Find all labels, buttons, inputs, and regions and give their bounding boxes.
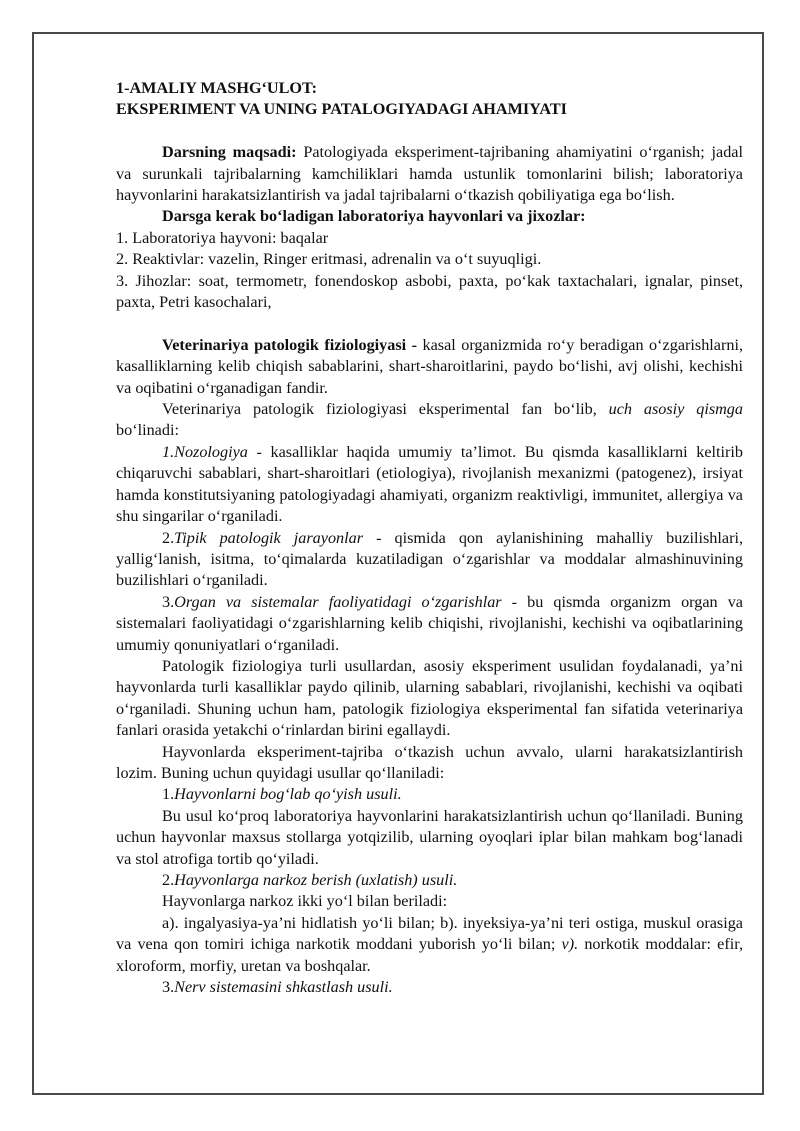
part-2-title: Tipik patologik jarayonlar — [174, 528, 364, 547]
document-title-line2: EKSPERIMENT VA UNING PATALOGIYADAGI AHAMIYATI — [116, 100, 567, 119]
immobilization-paragraph: Hayvonlarda eksperiment-tajriba o‘tkazish uchun avvalo, ularni harakatsizlantirish lozim. Buning uchun quyidagi usullar qo‘llaniladi: — [116, 742, 743, 782]
method-3-heading: 3.Nerv sistemasini shkastlash usuli. — [162, 978, 393, 997]
part-2-paragraph: 2.Tipik patologik jarayonlar - qismida qon aylanishining mahalliy buzilishlari, yallig‘lanish, isitma, to‘qimalarda kuzatiladigan o‘zgarishlar va moddalar almashinuvining buzilishlari o‘rganiladi. — [116, 528, 744, 590]
equipment-item-1: 1. Laboratoriya hayvoni: baqalar — [116, 228, 329, 247]
parts-intro-emphasis: uch asosiy qismga — [608, 400, 743, 419]
document-title-line1: 1-AMALIY MASHG‘ULOT: — [116, 79, 317, 97]
method-1-title: Hayvonlarni bog‘lab qo‘yish usuli. — [174, 785, 402, 804]
part-1-paragraph: 1.Nozologiya - kasalliklar haqida umumiy ta’limot. Bu qismda kasalliklarni keltirib chiqaruvchi sabablari, shart-sharoitlari (etiologiya), rivojlanish mexanizmi (patogenez), irsiyat hamda konstitutsiyaning patologiyadagi ahamiyati, organizm reaktivligi, immunitet, allergiya va shu singarilar o‘rganiladi. — [116, 442, 743, 526]
equipment-item-2: 2. Reaktivlar: vazelin, Ringer eritmasi, adrenalin va o‘t suyuqligi. — [116, 250, 542, 269]
method-2-title: Hayvonlarga narkoz berish (uxlatish) usuli. — [174, 871, 458, 889]
method-3-title: Nerv sistemasini shkastlash usuli. — [174, 978, 393, 997]
equipment-heading: Darsga kerak bo‘ladigan laboratoriya hayvonlari va jixozlar: — [162, 207, 586, 226]
method-2-paragraph: Hayvonlarga narkoz ikki yo‘l bilan beriladi: — [162, 892, 448, 911]
definition-paragraph: Veterinariya patologik fiziologiyasi - kasal organizmida ro‘y beradigan o‘zgarishlarni, kasalliklarning kelib chiqish sabablarini, shart-sharoitlarini, paydo bo‘lishi, avj olishi, kechishi va oqibatini o‘rganadigan fandir. — [116, 335, 743, 397]
methods-paragraph: Patologik fiziologiya turli usullardan, asosiy eksperiment usulidan foydalanadi, ya’ni hayvonlarda turli kasalliklar paydo qilinib, ularning sabablari, rivojlanishi, kechishi va oqibati o‘rganiladi. Shuning uchun ham, patologik fiziologiya eksperimental fan sifatida veterinariya fanlari orasida yetakchi o‘rinlardan birini egallaydi. — [116, 656, 743, 740]
part-3-title: Organ va sistemalar faoliyatidagi o‘zgarishlar — [174, 592, 502, 611]
part-3-paragraph: 3.Organ va sistemalar faoliyatidagi o‘zgarishlar - bu qismda organizm organ va sistemalari faoliyatidagi o‘zgarishlarning kelib chiqishi, rivojlanishi, kechishi va oqibatlarining umumiy qonuniyatlari o‘rganiladi. — [116, 592, 743, 654]
document-page — [116, 78, 743, 998]
method-1-heading: 1.Hayvonlarni bog‘lab qo‘yish usuli. — [162, 785, 402, 804]
method-2-list: a). ingalyasiya-ya’ni hidlatish yo‘li bilan; b). inyeksiya-ya’ni teri ostiga, muskul orasiga va vena qon tomiri ichiga narkotik moddani yuborish yo‘li bilan; v). norkotik moddalar: efir, xloroform, morfiy, uretan va boshqalar. — [116, 913, 743, 975]
spacer — [116, 121, 743, 142]
aim-text: Patologiyada eksperiment-tajribaning ahamiyatini o‘rganish; jadal va surunkali tajribalarning kamchiliklari hamda ustunlik tomonlarini bilish; laboratoriya hayvonlarini harakatsizlantirish va jadal tajribalarni o‘tkazish qobiliyatiga ega bo‘lish. — [116, 143, 743, 205]
method-1-paragraph: Bu usul ko‘proq laboratoriya hayvonlarini harakatsizlantirish uchun qo‘llaniladi. Buning uchun hayvonlar maxsus stollarga yotqizilib, ularning oyoqlari iplar bilan mahkam bog‘lanadi va stol atrofiga tortib qo‘yiladi. — [116, 806, 743, 868]
spacer — [116, 313, 743, 334]
equipment-item-3: 3. Jihozlar: soat, termometr, fonendoskop asbobi, paxta, po‘kak taxtachalari, ignalar, pinset, paxta, Petri kasochalari, — [116, 271, 743, 312]
aim-paragraph — [116, 142, 743, 206]
definition-term: Veterinariya patologik fiziologiyasi - — [162, 335, 418, 354]
parts-intro-paragraph: Veterinariya patologik fiziologiyasi eksperimental fan bo‘lib, uch asosiy qismga bo‘linadi: — [116, 400, 743, 440]
part-1-title: Nozologiya — [174, 442, 248, 461]
aim-label: Darsning maqsadi: — [162, 143, 297, 162]
method-2-heading: 2.Hayvonlarga narkoz berish (uxlatish) usuli. — [162, 871, 458, 889]
